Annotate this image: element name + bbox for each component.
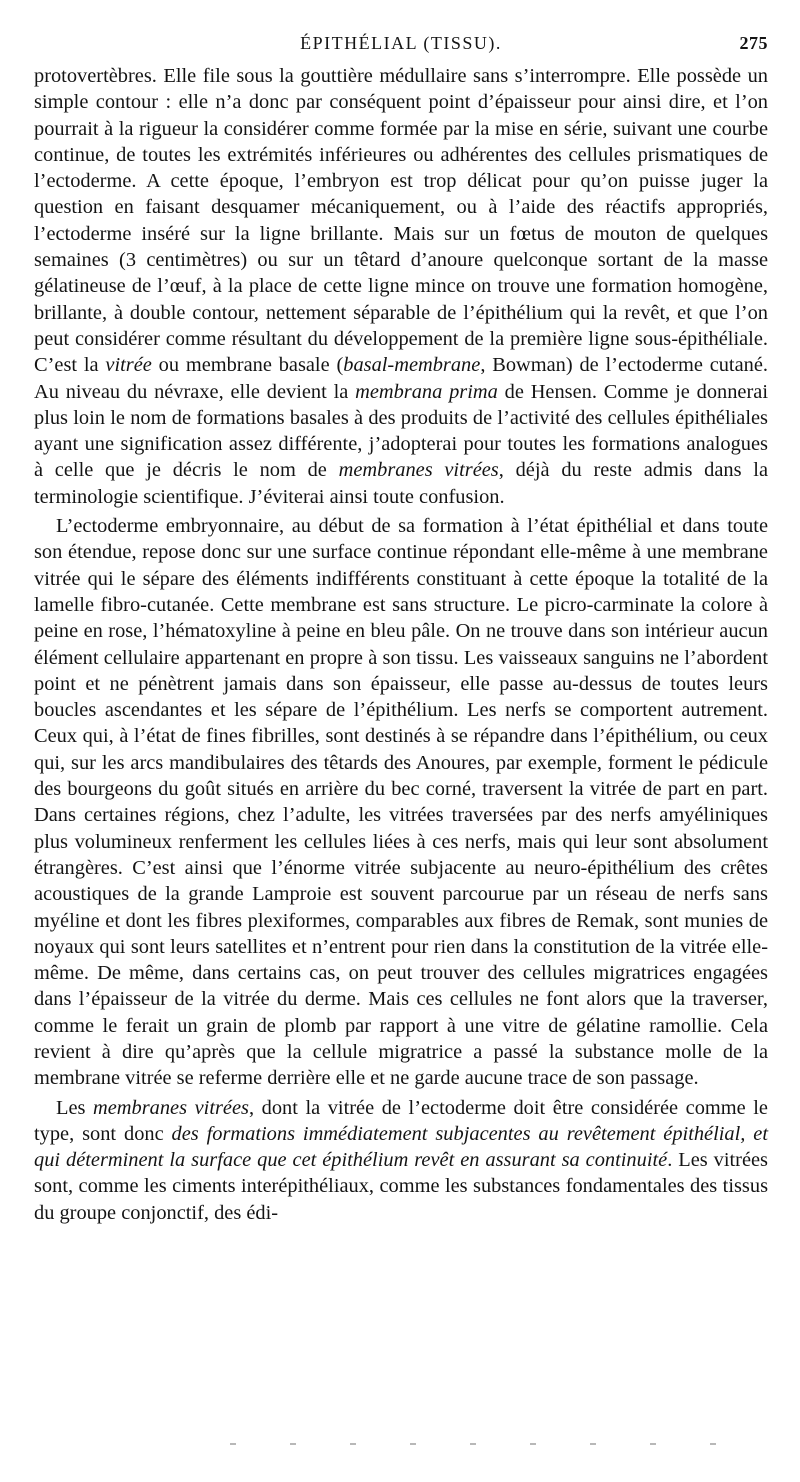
text-run: ou membrane basale ( (151, 354, 344, 377)
paragraph (34, 513, 768, 1092)
italic-text: des formations immédiatement subjacentes au revêtement épithélial, et qui déterminent la surface que cet épithélium revêt en assurant sa continuité (34, 1122, 769, 1172)
italic-text: vitrée (105, 354, 152, 377)
text-run: , dont la vitrée de l’ectoderme doit être considérée comme le type, sont donc (34, 1096, 768, 1145)
page-number: 275 (739, 33, 768, 53)
bottom-print-artifact (230, 1443, 758, 1445)
text-run: . Les vitrées sont, comme les ciments interépithéliaux, comme les substances fondamentales des tissus du groupe conjonctif, des édi- (34, 1149, 768, 1224)
text-run: L’ectoderme embryonnaire, au début de sa formation à l’état épithélial et dans toute son étendue, repose donc sur une surface continue répondant elle-même à une membrane vitrée qui le sépare des éléments indifférents constituant à cette époque la totalité de la lamelle fibro-cutanée. Cette membrane est sans structure. Le picro-carminate la colore à peine en rose, l’hématoxyline à peine en bleu pâle. On ne trouve dans son intérieur aucun élément cellulaire appartenant en propre à son tissu. Les vaisseaux sanguins ne l’abordent point et ne pénètrent jamais dans son épaisseur, elle passe au-dessus de toutes leurs boucles ascendantes et les sépare de l’épithélium. Les nerfs se comportent autrement. Ceux qui, à l’état de fines fibrilles, sont destinés à se répandre dans l’épithélium, ou ceux qui, sur les arcs mandibulaires des têtards des Anoures, par exemple, forment le pédicule des bourgeons du goût situés en arrière du bec corné, traversent la vitrée de part en part. Dans certaines régions, chez l’adulte, les vitrées traversées par des nerfs amyéliniques plus volumineux renferment les cellules liées à ces nerfs, mais qui leur sont absolument étrangères. C’est ainsi que l’énorme vitrée subjacente au neuro-épithélium des crêtes acoustiques de la grande Lamproie est souvent parcourue par un réseau de nerfs sans myéline et dont les fibres plexiformes, comparables aux fibres de Remak, sont munies de noyaux qui sont leurs satellites et n’entrent pour rien dans la constitution de la vitrée elle-même. De même, dans certains cas, on peut trouver des cellules migratrices engagées dans l’épaisseur de la vitrée du derme. Mais ces cellules ne font alors que la traverser, comme le ferait un grain de plomb par rapport à une vitre de gélatine ramollie. Cela revient à dire qu’après que la cellule migratrice a passé la substance molle de la membrane vitrée se referme derrière elle et ne garde aucune trace de son passage. (34, 515, 768, 1090)
text-run: de Hensen. Comme je donnerai plus loin le nom de formations basales à des produits de l’activité des cellules épithéliales ayant une signification assez différente, j’adopterai pour toutes les formations analogues à celle que je décris le nom de (34, 380, 768, 482)
paragraph (34, 63, 768, 510)
running-title: ÉPITHÉLIAL (TISSU). (300, 33, 502, 53)
body-text (34, 63, 768, 1226)
italic-text: membrana prima (355, 380, 498, 403)
text-run: Les (56, 1096, 94, 1119)
text-run: , déjà du reste admis dans la terminologie scientifique. J’éviterai ainsi toute confusion. (34, 459, 769, 508)
paragraph (34, 1095, 768, 1226)
italic-text: membranes vitrées (338, 459, 499, 482)
running-head (34, 33, 768, 57)
text-run: protovertèbres. Elle file sous la gouttière médullaire sans s’interrompre. Elle possède un simple contour : elle n’a donc par conséquent point d’épaisseur pour ainsi dire, et l’on pourrait à la rigueur la considérer comme formée par la mise en série, suivant une courbe continue, de toutes les extrémités inférieures ou adhérentes des cellules prismatiques de l’ectoderme. A cette époque, l’embryon est trop délicat pour qu’on puisse juger la question en faisant desquamer mécaniquement, ou à l’aide des réactifs appropriés, l’ectoderme inséré sur la ligne brillante. Mais sur un fœtus de mouton de quelques semaines (3 centimètres) ou sur un têtard d’anoure quelconque sortant de la masse gélatineuse de l’œuf, à la place de cette ligne mince on trouve une formation homogène, brillante, à double contour, nettement séparable de l’épithélium qui la revêt, et que l’on peut considérer comme résultant du développement de la première ligne sous-épithéliale. C’est la (34, 65, 768, 377)
italic-text: membranes vitrées (93, 1096, 249, 1119)
italic-text: basal-membrane (343, 354, 481, 377)
text-run: , Bowman) de l’ectoderme cutané. Au niveau du névraxe, elle devient la (34, 354, 768, 403)
